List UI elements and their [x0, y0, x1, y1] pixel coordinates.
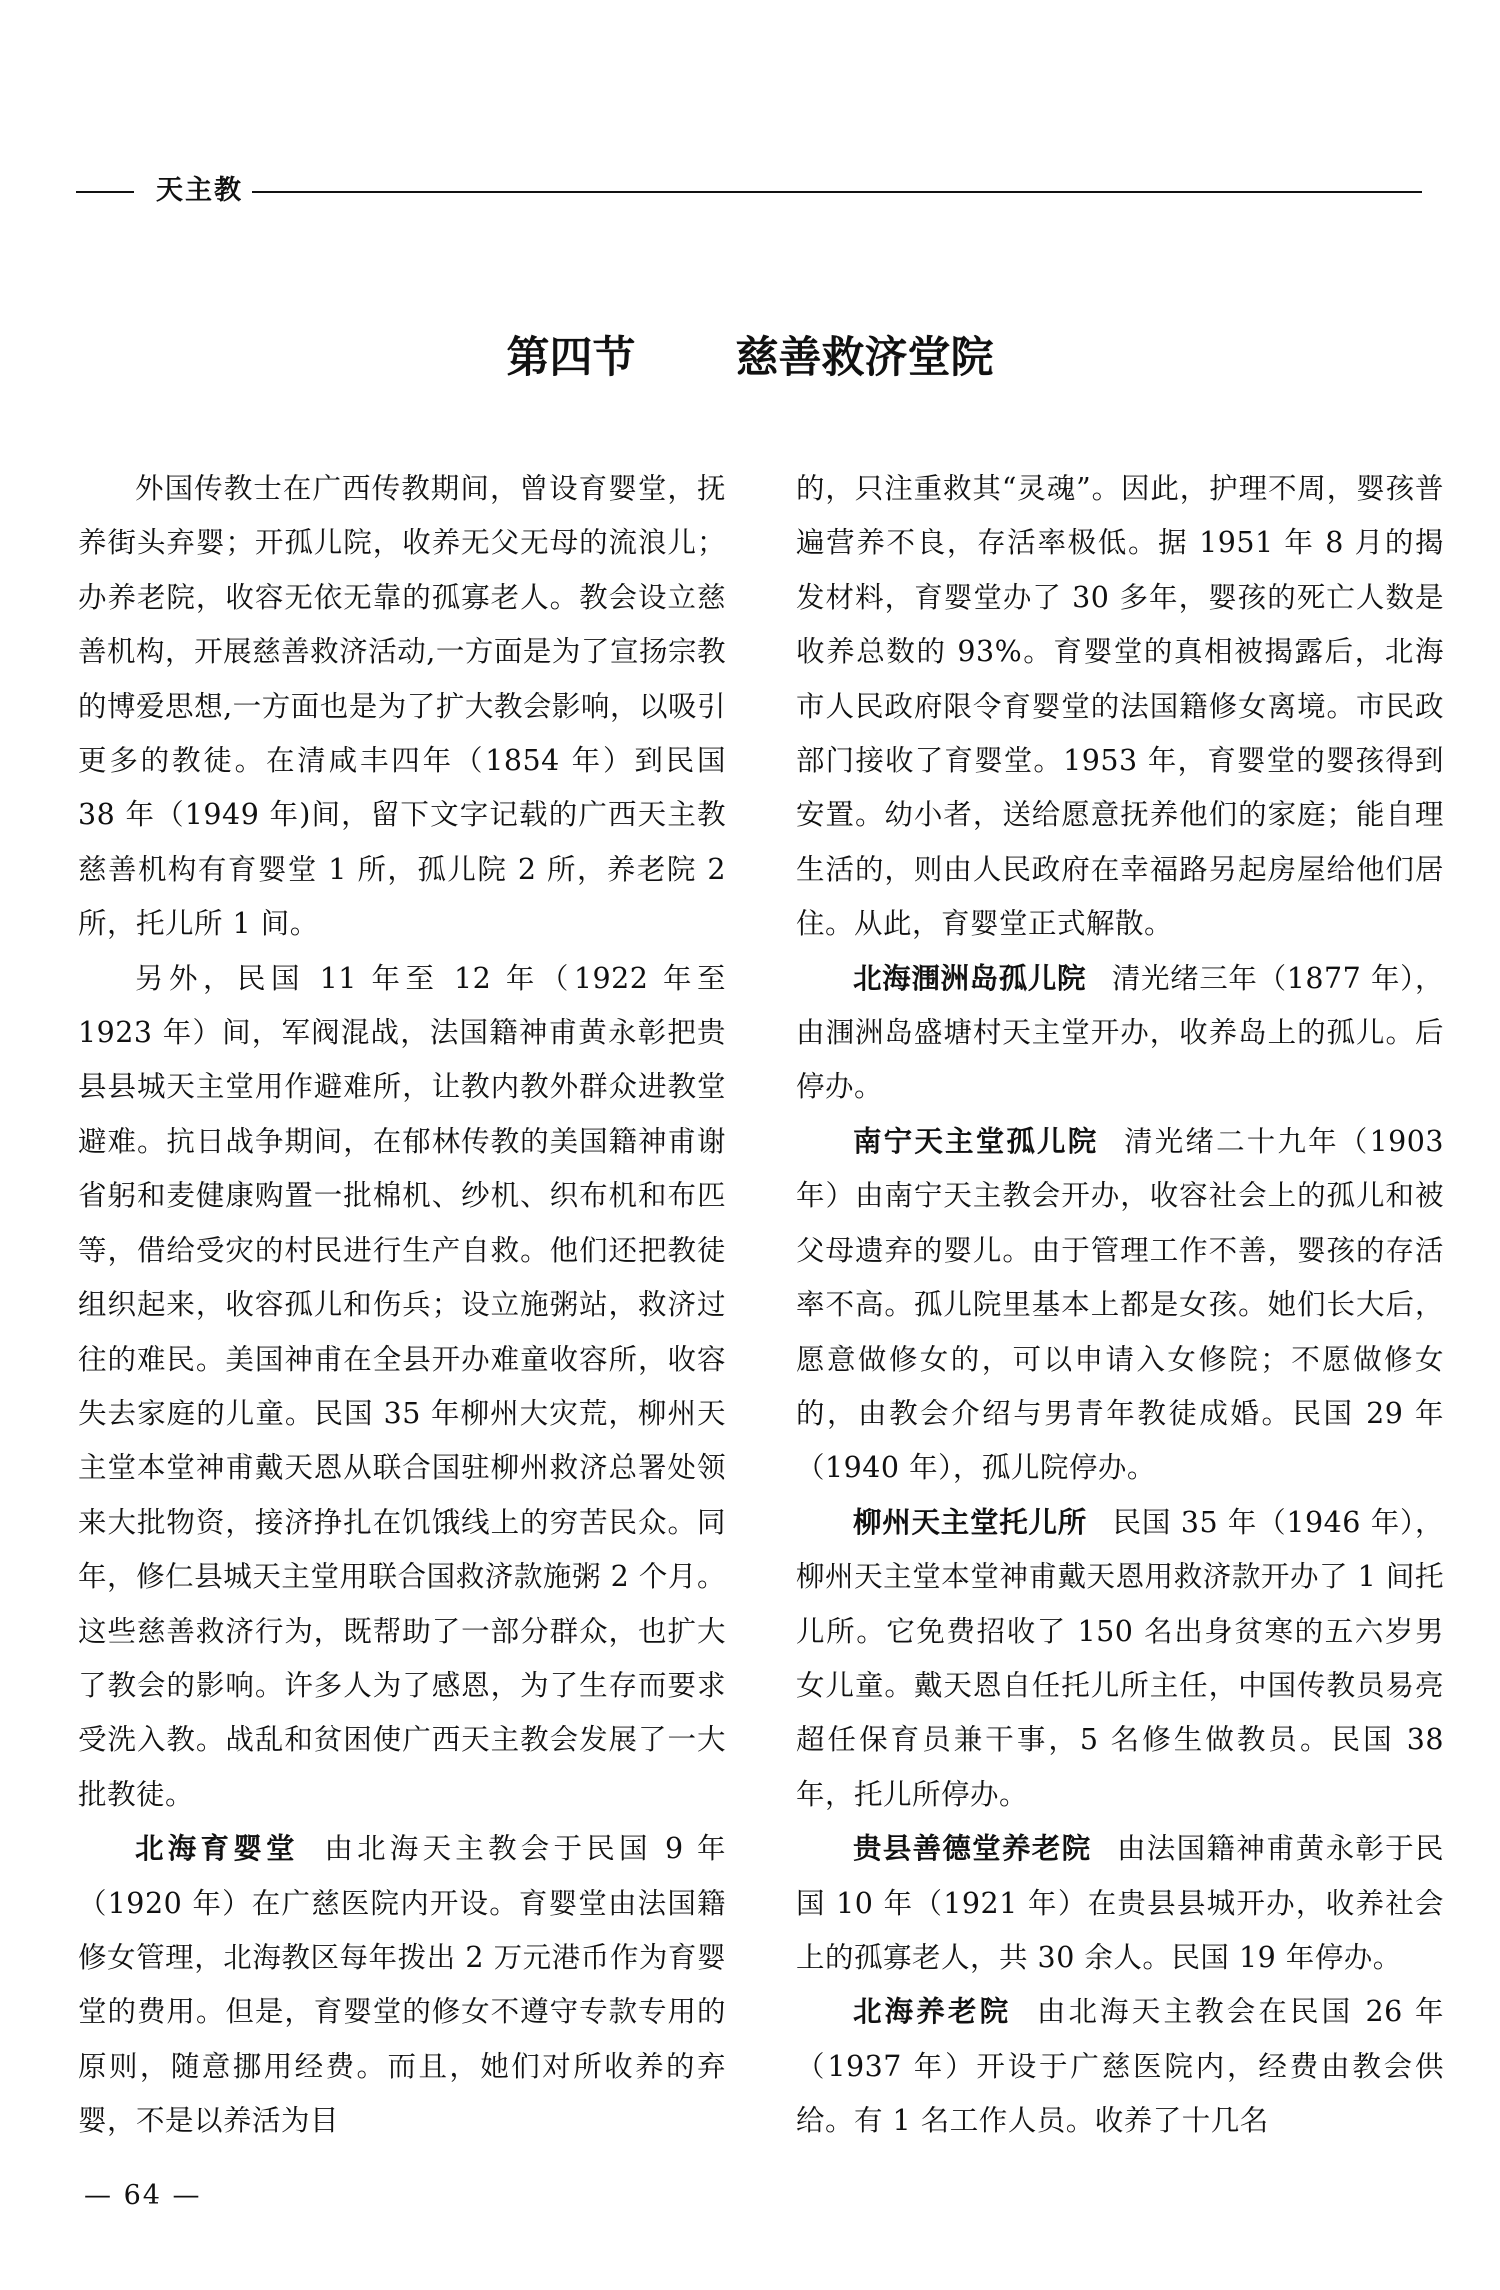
section-title: [0, 328, 1500, 388]
paragraph-text: 由北海天主教会在民国 26 年（1937 年）开设于广慈医院内，经费由教会供给。有 1 名工作人员。收养了十几名: [796, 1995, 1444, 2138]
entry-heading: 北海育婴堂: [135, 1832, 299, 1866]
entry-heading: 北海养老院: [853, 1995, 1012, 2029]
paragraph-text: 另外，民国 11 年至 12 年（1922 年至 1923 年）间，军阀混战，法国籍神甫黄永彰把贵县县城天主堂用作避难所，让教内教外群众进教堂避难。抗日战争期间，在郁林传教的美国籍神甫谢省躬和麦健康购置一批棉机、纱机、织布机和布匹等，借给受灾的村民进行生产自救。他们还把教徒组织起来，收容孤儿和伤兵；设立施粥站，救济过往的难民。美国神甫在全县开办难童收容所，收容失去家庭的儿童。民国 35 年柳州大灾荒，柳州天主堂本堂神甫戴天恩从联合国驻柳州救济总署处领来大批物资，接济挣扎在饥饿线上的穷苦民众。同年，修仁县城天主堂用联合国救济款施粥 2 个月。这些慈善救济行为，既帮助了一部分群众，也扩大了教会的影响。许多人为了感恩，为了生存而要求受洗入教。战乱和贫困使广西天主教会发展了一大批教徒。: [78, 961, 726, 1811]
right-column: [796, 462, 1444, 2149]
section-number: 第四节: [506, 333, 636, 383]
running-title: 天主教: [156, 175, 243, 206]
paragraph-text: 民国 35 年（1946 年），柳州天主堂本堂神甫戴天恩用救济款开办了 1 间托儿所。它免费招收了 150 名出身贫寒的五六岁男女儿童。戴天恩自任托儿所主任，中国传教员易亮超任保育员兼干事，5 名修生做教员。民国 38 年，托儿所停办。: [796, 1505, 1444, 1811]
paragraph: [796, 1985, 1444, 2148]
entry-heading: 柳州天主堂托儿所: [853, 1505, 1087, 1539]
paragraph: [796, 1496, 1444, 1822]
paragraph: [796, 1115, 1444, 1496]
paragraph-text: 的，只注重救其“灵魂”。因此，护理不周，婴孩普遍营养不良，存活率极低。据 1951 年 8 月的揭发材料，育婴堂办了 30 多年，婴孩的死亡人数是收养总数的 93%。育婴堂的真相被揭露后，北海市人民政府限令育婴堂的法国籍修女离境。市民政部门接收了育婴堂。1953 年，育婴堂的婴孩得到安置。幼小者，送给愿意抚养他们的家庭；能自理生活的，则由人民政府在幸福路另起房屋给他们居住。从此，育婴堂正式解散。: [796, 472, 1444, 941]
left-column: [78, 462, 726, 2149]
paragraph-text: 清光绪三年（1877 年），由涠洲岛盛塘村天主堂开办，收养岛上的孤儿。后停办。: [796, 961, 1444, 1104]
page-number: — 64 —: [84, 2180, 202, 2211]
paragraph-text: 由法国籍神甫黄永彰于民国 10 年（1921 年）在贵县县城开办，收养社会上的孤寡老人，共 30 余人。民国 19 年停办。: [796, 1832, 1444, 1974]
entry-heading: 南宁天主堂孤儿院: [853, 1124, 1099, 1158]
paragraph-text: 由北海天主教会于民国 9 年（1920 年）在广慈医院内开设。育婴堂由法国籍修女管理，北海教区每年拨出 2 万元港币作为育婴堂的费用。但是，育婴堂的修女不遵守专款专用的原则，随意挪用经费。而且，她们对所收养的弃婴，不是以养活为目: [78, 1832, 726, 2138]
entry-heading: 北海涠洲岛孤儿院: [853, 961, 1087, 995]
header-rule-left: [76, 191, 134, 193]
paragraph-continued: [796, 462, 1444, 952]
header-rule-right: [252, 191, 1422, 193]
paragraph: [796, 1822, 1444, 1985]
paragraph: [78, 1822, 726, 2148]
section-heading: 慈善救济堂院: [735, 333, 994, 383]
running-header: [76, 172, 1422, 212]
paragraph: [78, 462, 726, 952]
paragraph-text: 外国传教士在广西传教期间，曾设育婴堂，抚养街头弃婴；开孤儿院，收养无父无母的流浪儿；办养老院，收容无依无靠的孤寡老人。教会设立慈善机构，开展慈善救济活动,一方面是为了宣扬宗教的博爱思想,一方面也是为了扩大教会影响，以吸引更多的教徒。在清咸丰四年（1854 年）到民国 38 年（1949 年)间，留下文字记载的广西天主教慈善机构有育婴堂 1 所，孤儿院 2 所，养老院 2 所，托儿所 1 间。: [78, 472, 726, 941]
paragraph-text: 清光绪二十九年（1903 年）由南宁天主教会开办，收容社会上的孤儿和被父母遗弃的婴儿。由于管理工作不善，婴孩的存活率不高。孤儿院里基本上都是女孩。她们长大后，愿意做修女的，可以申请入女修院；不愿做修女的，由教会介绍与男青年教徒成婚。民国 29 年（1940 年），孤儿院停办。: [796, 1124, 1444, 1485]
paragraph: [78, 952, 726, 1823]
paragraph: [796, 952, 1444, 1115]
entry-heading: 贵县善德堂养老院: [853, 1832, 1092, 1866]
